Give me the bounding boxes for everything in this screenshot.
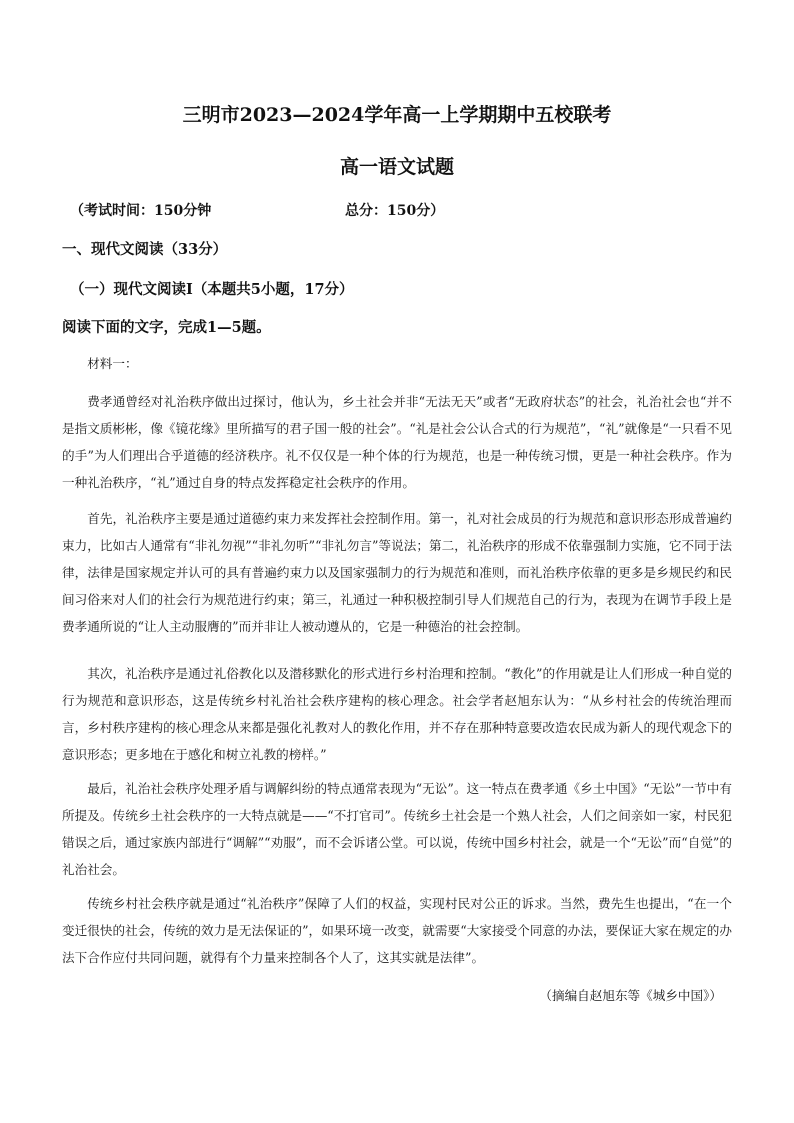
exam-time: （考试时间：150分钟	[70, 203, 212, 219]
paragraph-4: 最后，礼治社会秩序处理矛盾与调解纠纷的特点通常表现为“无讼”。这一特点在费孝通《乡土中国》“无讼”一节中有所提及。传统乡土社会秩序的一大特点就是——“不打官司”。传统乡土社会是一个熟人社会，人们之间亲如一家，村民犯错误之后，通过家族内部进行“调解”“劝服”，而不会诉诸公堂。可以说，传统中国乡村社会，就是一个“无讼”而“自觉”的礼治社会。	[62, 781, 732, 877]
source-citation: （摘编自赵旭东等《城乡中国》）	[539, 988, 722, 1003]
reading-instruction: 阅读下面的文字，完成1—5题。	[62, 319, 271, 336]
exam-total-score: 总分：150分）	[345, 203, 445, 219]
paragraph-5: 传统乡村社会秩序就是通过“礼治秩序”保障了人们的权益，实现村民对公正的诉求。当然，费先生也提出，“在一个变迁很快的社会，传统的效力是无法保证的”，如果环境一改变，就需要“大家接受个同意的办法，要保证大家在规定的办法下合作应付共同问题，就得有个力量来控制各个人了，这其实就是法律”。	[62, 896, 732, 965]
paragraph-2: 首先，礼治秩序主要是通过道德约束力来发挥社会控制作用。第一，礼对社会成员的行为规范和意识形态形成普遍约束力，比如古人通常有“非礼勿视”“非礼勿听”“非礼勿言”等说法；第二，礼治秩序的形成不依靠强制力实施，它不同于法律，法律是国家规定并认可的具有普遍约束力以及国家强制力的行为规范和准则，而礼治秩序依靠的更多是乡规民约和民间习俗来对人们的社会行为规范进行约束；第三，礼通过一种积极控制引导人们规范自己的行为，表现为在调节手段上是费孝通所说的“让人主动服膺的”而并非让人被动遵从的，它是一种德治的社会控制。	[62, 511, 732, 634]
exam-subtitle: 高一语文试题	[339, 156, 454, 178]
section-heading: 一、现代文阅读（33分）	[62, 241, 228, 258]
paragraph-3: 其次，礼治秩序是通过礼俗教化以及潜移默化的形式进行乡村治理和控制。“教化”的作用就是让人们形成一种自觉的行为规范和意识形态，这是传统乡村礼治社会秩序建构的核心理念。社会学者赵旭东认为：“从乡村社会的传统治理而言，乡村秩序建构的核心理念从来都是强化礼教对人的教化作用，并不存在那种特意要改造农民成为新人的现代观念下的意识形态；更多地在于感化和树立礼教的榜样。”	[62, 666, 732, 762]
subsection-heading: （一）现代文阅读Ⅰ（本题共5小题，17分）	[70, 281, 354, 298]
exam-title: 三明市2023—2024学年高一上学期期中五校联考	[182, 104, 612, 126]
material-label: 材料一：	[87, 356, 138, 371]
paragraph-1: 费孝通曾经对礼治秩序做出过探讨，他认为，乡土社会并非“无法无天”或者“无政府状态”的社会，礼治社会也“并不是指文质彬彬，像《镜花缘》里所描写的君子国一般的社会”。“礼是社会公认合式的行为规范”，“礼”就像是“一只看不见的手”为人们理出合乎道德的经济秩序。礼不仅仅是一种个体的行为规范，也是一种传统习惯，更是一种社会秩序。作为一种礼治秩序，“礼”通过自身的特点发挥稳定社会秩序的作用。	[62, 394, 732, 490]
